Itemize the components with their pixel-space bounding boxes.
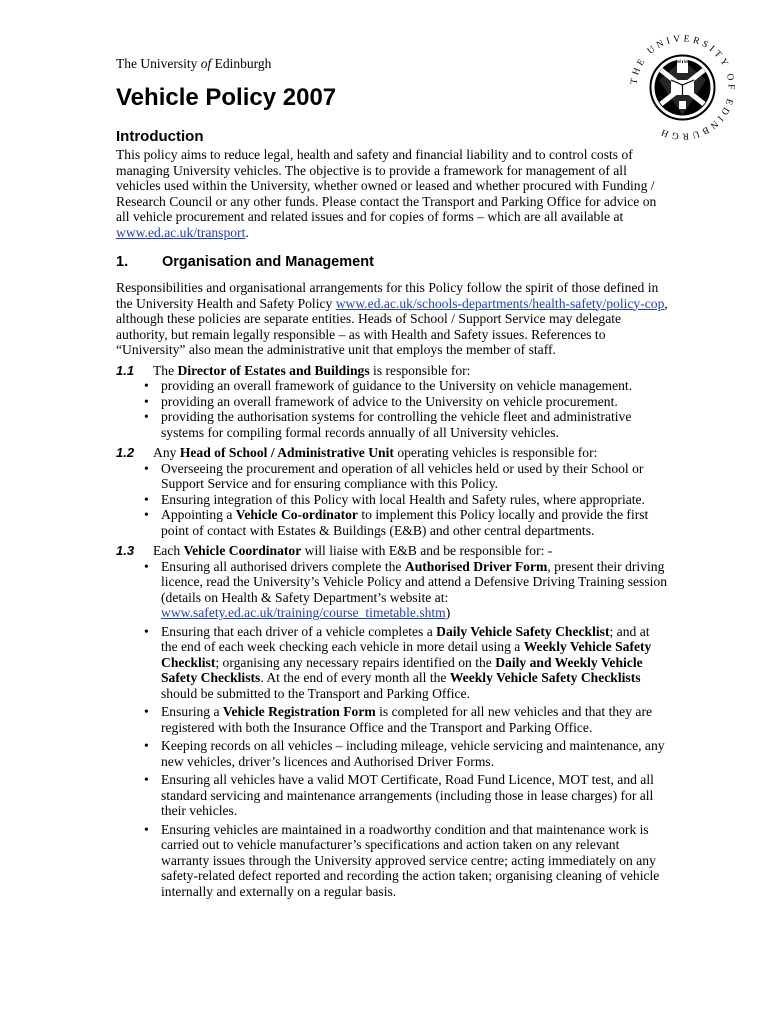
s13-b3-pre: Ensuring a bbox=[161, 704, 223, 719]
subsection-1-1-text bbox=[153, 363, 470, 379]
list-item bbox=[144, 624, 668, 702]
s13-b2-b: Daily Vehicle Safety Checklist bbox=[436, 623, 610, 639]
subsection-1-2-list bbox=[116, 461, 668, 539]
university-name-of: of bbox=[200, 56, 212, 71]
subsection-1-1-heading bbox=[116, 363, 668, 379]
introduction-text: This policy aims to reduce legal, health and safety and financial liability and to control costs of managing University vehicles. The objective is to provide a framework for management of all vehicles used within the University, whether owned or leased and whether procured with Funding / Research Council or any other funds. Please contact the Transport and Parking Office for advice on all vehicle procurement and related issues and for copies of forms – which are all available at bbox=[116, 147, 657, 224]
s13-b3-bold: Vehicle Registration Form bbox=[222, 704, 376, 719]
list-item bbox=[144, 559, 668, 621]
list-item: • Overseeing the procurement and operation of all vehicles held or used by their School or Support Service and for ensuring compliance with this Policy. bbox=[144, 461, 668, 492]
s12-pre: Any bbox=[153, 445, 180, 460]
subsection-1-1-list bbox=[116, 378, 668, 440]
s12-b3-bold: Vehicle Co-ordinator bbox=[235, 507, 358, 522]
section-1-number: 1. bbox=[116, 254, 129, 270]
transport-link[interactable]: www.ed.ac.uk/transport bbox=[116, 224, 246, 240]
s13-b2-c: ; and at the end of each week checking each vehicle in more detail using a bbox=[161, 623, 650, 654]
list-item: • Ensuring integration of this Policy with local Health and Safety rules, where appropriate. bbox=[144, 492, 668, 508]
list-item: • providing an overall framework of advice to the University on vehicle procurement. bbox=[144, 394, 668, 410]
subsection-1-3-number: 1.3 bbox=[116, 543, 135, 558]
s11-pre: The bbox=[153, 362, 178, 378]
list-item: • Keeping records on all vehicles – including mileage, vehicle servicing and maintenance, any new vehicles, driver’s licences and Authorised Driver Forms. bbox=[144, 738, 668, 769]
subsection-1-3-text bbox=[153, 543, 552, 559]
list-item: • providing the authorisation systems for controlling the vehicle fleet and administrative systems for compiling formal records annually of all University vehicles. bbox=[144, 409, 668, 440]
s13-b2-f: Daily and Weekly Vehicle Safety Checklists bbox=[161, 654, 643, 685]
subsection-1-3-list bbox=[116, 559, 668, 900]
introduction-paragraph bbox=[116, 147, 668, 240]
section-1-heading bbox=[116, 254, 668, 270]
list-item bbox=[144, 704, 668, 735]
s13-b2-e: ; organising any necessary repairs identified on the bbox=[215, 654, 496, 670]
crest-ring-text: THE UNIVERSITY OF EDINBURGH bbox=[629, 34, 736, 141]
university-name-post: Edinburgh bbox=[211, 56, 272, 71]
section-1-text-pre: Responsibilities and organisational arrangements for this Policy follow the spirit of those defined in the University Health and Safety Policy bbox=[116, 280, 659, 311]
list-item: • providing an overall framework of guidance to the University on vehicle management. bbox=[144, 378, 668, 394]
s12-role: Head of School / Administrative Unit bbox=[179, 445, 394, 460]
s13-role: Vehicle Coordinator bbox=[183, 543, 302, 558]
list-item bbox=[144, 507, 668, 538]
university-name bbox=[116, 56, 271, 72]
section-1-title: Organisation and Management bbox=[162, 254, 374, 270]
subsection-1-2-number: 1.2 bbox=[116, 445, 135, 460]
s13-b1-mid: , present their driving licence, read the University’s Vehicle Policy and attend a Defensive Driving Training session (details on Health & Safety Department’s website at: bbox=[161, 558, 668, 605]
s12-post: operating vehicles is responsible for: bbox=[393, 445, 598, 460]
subsection-1-3-heading bbox=[116, 543, 668, 559]
subsection-1-2-text bbox=[153, 445, 597, 461]
introduction-end: . bbox=[245, 224, 249, 240]
s13-pre: Each bbox=[153, 543, 184, 558]
subsection-1-1-number: 1.1 bbox=[116, 362, 135, 378]
health-safety-policy-link[interactable]: www.ed.ac.uk/schools-departments/health-safety/policy-cop bbox=[335, 295, 665, 311]
s13-b1-pre: Ensuring all authorised drivers complete the bbox=[161, 558, 405, 574]
document-title: Vehicle Policy 2007 bbox=[116, 84, 337, 111]
s13-b2-i: should be submitted to the Transport and Parking Office. bbox=[161, 685, 470, 701]
s12-b3-post: to implement this Policy locally and provide the first point of contact with Estates & Buildings (E&B) and other central departments. bbox=[161, 507, 649, 538]
s13-b2-a: Ensuring that each driver of a vehicle completes a bbox=[161, 623, 437, 639]
list-item: • Ensuring vehicles are maintained in a roadworthy condition and that maintenance work is carried out to vehicle manufacturer’s specifications and action taken on any relevant warranty issues through the University approved service centre; acting immediately on any safety-related defect reported and recording the action taken; organising cleaning of vehicle internally and externally on a regular basis. bbox=[144, 822, 668, 900]
list-item: • Ensuring all vehicles have a valid MOT Certificate, Road Fund Licence, MOT test, and all standard servicing and maintenance arrangements (including those in lease charges) for all their vehicles. bbox=[144, 772, 668, 819]
s13-b2-g: . At the end of every month all the bbox=[260, 670, 450, 685]
s13-post: will liaise with E&B and be responsible for: - bbox=[301, 543, 553, 558]
s13-b2-d: Weekly Vehicle Safety Checklist bbox=[161, 639, 652, 670]
subsection-1-2-heading bbox=[116, 445, 668, 461]
s11-role: Director of Estates and Buildings bbox=[177, 362, 370, 378]
document-body bbox=[116, 128, 668, 902]
introduction-heading: Introduction bbox=[116, 128, 204, 145]
section-1-text-post: , although these policies are separate entities. Heads of School / Support Service may delegate authority, but remain legally responsible – as with Health and Safety issues. References to “University” also mean the administrative unit that employs the member of staff. bbox=[116, 295, 668, 357]
university-name-pre: The University bbox=[116, 56, 201, 71]
training-timetable-link[interactable]: www.safety.ed.ac.uk/training/course_timetable.shtm bbox=[161, 605, 446, 620]
s13-b3-post: is completed for all new vehicles and that they are registered with both the Insurance Office and the Transport and Parking Office. bbox=[161, 704, 653, 735]
s12-b3-pre: Appointing a bbox=[161, 507, 236, 522]
s13-b1-bold: Authorised Driver Form bbox=[404, 558, 548, 574]
s11-post: is responsible for: bbox=[369, 362, 471, 378]
section-1-paragraph bbox=[116, 280, 668, 358]
s13-b2-h: Weekly Vehicle Safety Checklists bbox=[449, 670, 641, 685]
s13-b1-end: ) bbox=[445, 605, 451, 620]
